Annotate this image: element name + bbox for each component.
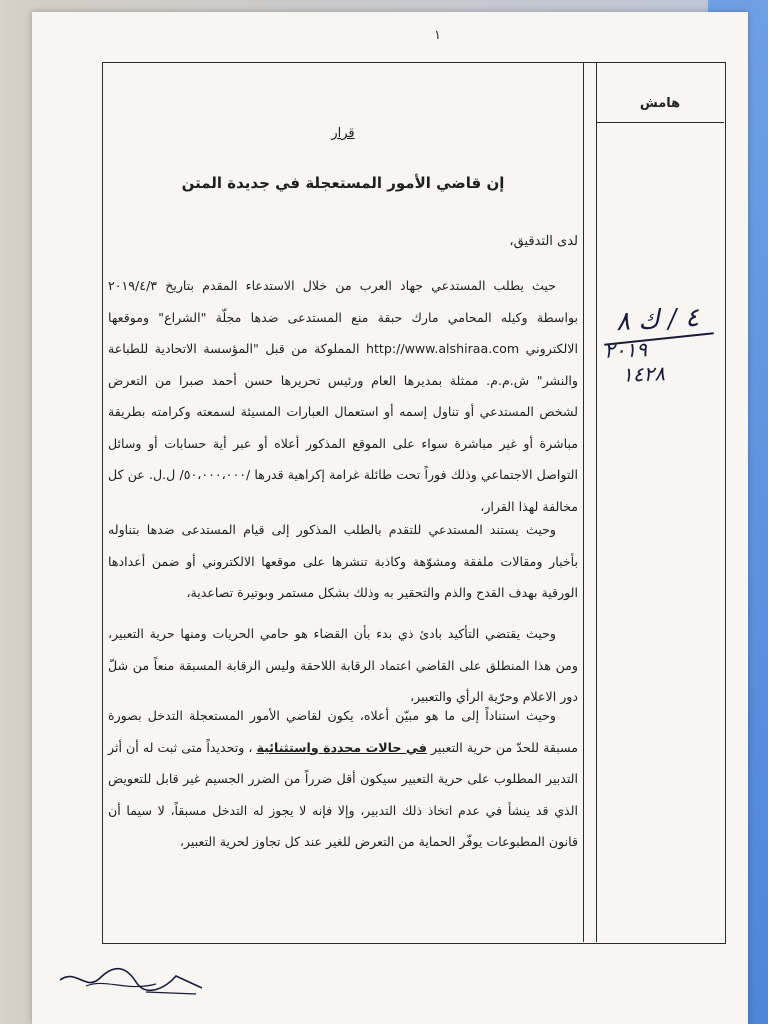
paragraph-1-text-b: المملوكة من قبل "المؤسسة الاتحادية للطباعة والنشر" ش.م.م. ممثلة بمديرها العام ورئيس تحريرها حسن أحمد صبرا من التعرض لشخص المستدعي أو تناول إسمه أو استعمال العبارات المسيئة لسمعته وكرامته بطريقة مباشرة أو غير مباشرة سواء على الموقع المذكور أعلاه أو عبر أية حسابات أو وسائل التواصل الاجتماعي وذلك فوراً تحت طائلة غرامة إكراهية قدرها /٥٠،٠٠٠،٠٠٠/ ل.ل. عن كل مخالفة لهذا القرار، [108,341,578,514]
paragraph-3 [108,618,578,713]
emphasized-phrase: في حالات محددة واستثنائية [256,739,427,755]
paragraph-2-text: وحيث يستند المستدعي للتقدم بالطلب المذكور إلى قيام المستدعى ضدها بتناوله بأخبار ومقالات ملفقة ومشوّهة وكاذبة تنشرها على موقعها الالكتروني أو ضمن أعدادها الورقية بهدف القدح والذم والتحقير به وذلك بشكل مستمر وبوتيرة تصاعدية، [108,522,578,600]
signature-icon [56,958,206,998]
website-url: http://www.alshiraa.com [366,341,520,356]
document-heading: إن قاضي الأمور المستعجلة في جديدة المتن [181,174,505,192]
margin-title: هامش [639,96,681,111]
paragraph-4 [108,700,578,858]
paragraph-1-text-a: حيث يطلب المستدعي جهاد العرب من خلال الاستدعاء المقدم بتاريخ ٢٠١٩/٤/٣ بواسطة وكيله المحامي مارك حبقة منع المستدعى ضدها مجلّة "الشراع" وموقعها الالكتروني [108,278,578,356]
document-title: قرار [331,126,355,141]
paragraph-1 [108,270,578,522]
paragraph-2 [108,514,578,609]
document-body [108,62,578,942]
handwritten-note-line2: ٢٠١٩ [603,337,648,363]
margin-column-inner-border [596,62,725,942]
page-number: ١ [434,28,441,43]
margin-header-divider [596,122,724,123]
paragraph-4-text-a: وحيث استناداً إلى ما هو مبيّن أعلاه، يكون لقاضي الأمور المستعجلة التدخل بصورة مسبقة للحدّ من حرية التعبير [108,708,578,755]
intro-line: لدى التدقيق، [509,234,578,249]
paragraph-3-text: وحيث يقتضي التأكيد بادئ ذي بدء بأن القضاء هو حامي الحريات ومنها حرية التعبير، ومن هذا المنطلق على القاضي اعتماد الرقابة اللاحقة وليس الرقابة المسبقة منعاً من شلّ دور الاعلام وحرّية الرأي والتعبير، [108,626,578,704]
handwritten-note-line1: ٤ / ك ٨ [615,302,700,338]
paragraph-4-text-b: ، وتحديداً متى ثبت له أن أثر التدبير المطلوب على حرية التعبير سيكون أقل ضرراً من الضرر الجسيم غير قابل للتعويض الذي قد ينشأ في عدم اتخاذ ذلك التدبير، وإلا فإنه لا يجوز له التدخل مسبقاً، لا سيما أن قانون المطبوعات يوفّر الحماية من التعرض للغير عند كل تجاوز لحرية التعبير، [108,739,578,849]
handwritten-note-line3: ١٤٢٨ [621,361,666,387]
